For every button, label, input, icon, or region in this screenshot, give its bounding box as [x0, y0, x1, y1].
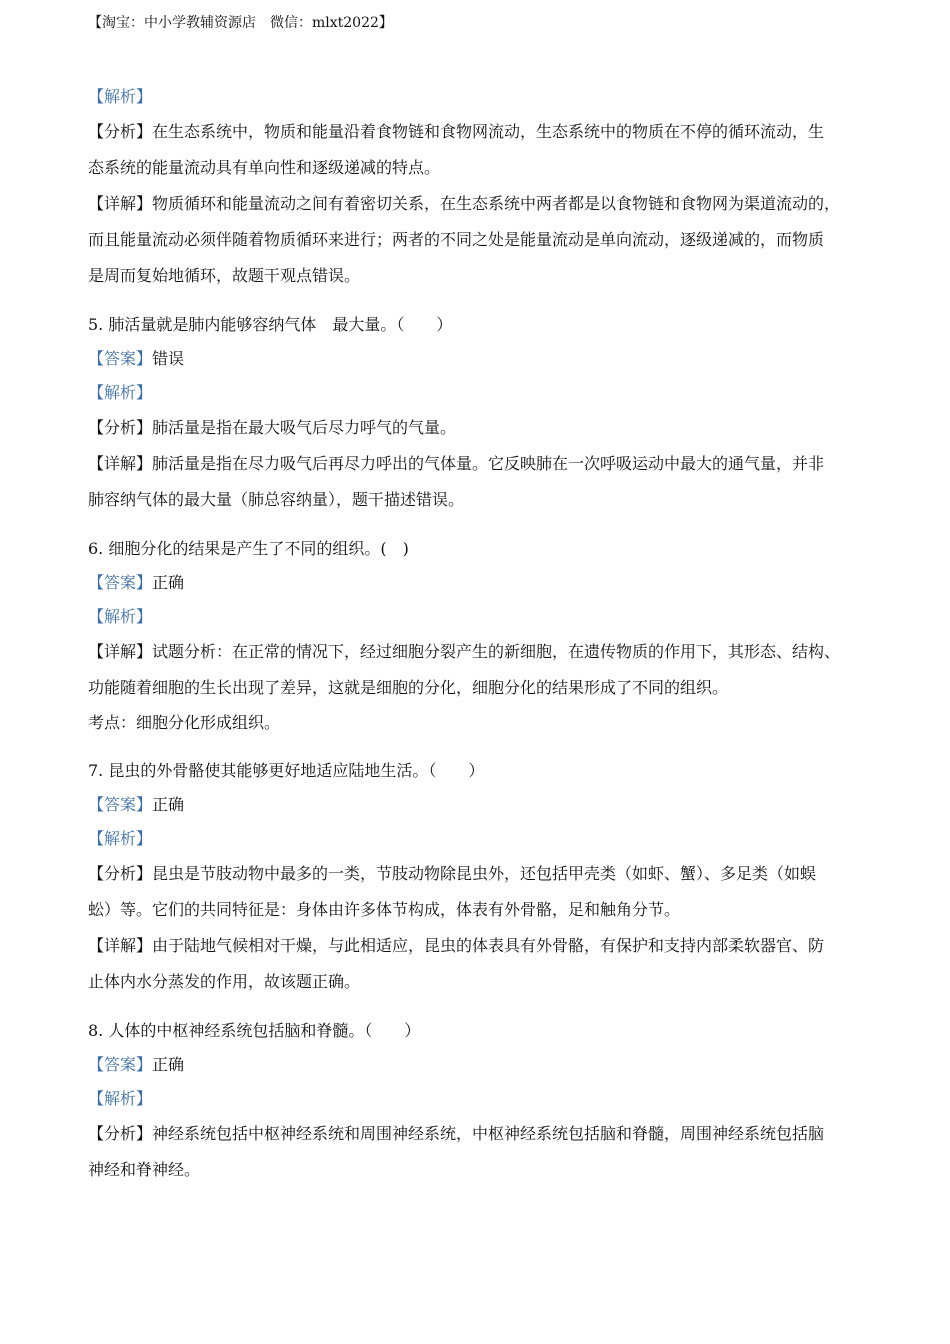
paragraph-line	[88, 964, 878, 1000]
detail-paragraph	[88, 634, 878, 706]
question-text: 8. 人体的中枢神经系统包括脑和脊髓。（ ）	[88, 1021, 421, 1040]
analysis-paragraph	[88, 114, 878, 186]
detail-paragraph	[88, 186, 878, 294]
paragraph-line	[88, 892, 878, 928]
section-tag: 【分析】	[88, 418, 153, 437]
paragraph-text: 肺容纳气体的最大量（肺总容纳量），题干描述错误。	[88, 490, 465, 509]
analysis-paragraph	[88, 1116, 878, 1188]
paragraph-line	[88, 150, 878, 186]
paragraph-text: 是周而复始地循环，故题干观点错误。	[88, 266, 361, 285]
answer-line	[88, 788, 878, 822]
analysis-paragraph	[88, 856, 878, 928]
paragraph-text: 肺活量是指在最大吸气后尽力呼气的气量。	[152, 418, 457, 437]
paragraph-text: 态系统的能量流动具有单向性和逐级递减的特点。	[88, 158, 441, 177]
section-tag: 【解析】	[88, 87, 153, 106]
answer-line	[88, 566, 878, 600]
section-tag: 【答案】	[88, 795, 153, 814]
paragraph-text: 物质循环和能量流动之间有着密切关系，在生态系统中两者都是以食物链和食物网为渠道流动的，	[152, 194, 841, 213]
answer-line	[88, 342, 878, 376]
paragraph-text: 而且能量流动必须伴随着物质循环来进行；两者的不同之处是能量流动是单向流动，逐级递减的，而物质	[88, 230, 825, 249]
paragraph-line	[88, 186, 878, 222]
paragraph-line	[88, 856, 878, 892]
paragraph-line	[88, 1116, 878, 1152]
section-tag: 【详解】	[88, 642, 153, 661]
analysis-heading	[88, 600, 878, 634]
analysis-paragraph	[88, 410, 878, 446]
paragraph-text: 由于陆地气候相对干燥，与此相适应，昆虫的体表具有外骨骼，有保护和支持内部柔软器官、防	[152, 936, 825, 955]
question-text: 7. 昆虫的外骨骼使其能够更好地适应陆地生活。（ ）	[88, 761, 485, 780]
paragraph-line	[88, 482, 878, 518]
answer-text: 正确	[152, 795, 185, 814]
section-tag: 【解析】	[88, 1089, 153, 1108]
document-body	[88, 80, 878, 1188]
section-tag: 【答案】	[88, 349, 153, 368]
note-text: 考点：细胞分化形成组织。	[88, 713, 281, 732]
answer-text: 正确	[152, 1055, 185, 1074]
paragraph-text: 在生态系统中，物质和能量沿着食物链和食物网流动，生态系统中的物质在不停的循环流动，生	[152, 122, 825, 141]
section-tag: 【详解】	[88, 936, 153, 955]
answer-text: 错误	[152, 349, 185, 368]
section-tag: 【答案】	[88, 573, 153, 592]
paragraph-line	[88, 670, 878, 706]
paragraph-text: 蚣）等。它们的共同特征是：身体由许多体节构成，体表有外骨骼，足和触角分节。	[88, 900, 681, 919]
section-tag: 【详解】	[88, 194, 153, 213]
answer-text: 正确	[152, 573, 185, 592]
paragraph-line	[88, 222, 878, 258]
paragraph-text: 止体内水分蒸发的作用，故该题正确。	[88, 972, 361, 991]
page-header: 【淘宝：中小学教辅资源店 微信：mlxt2022】	[88, 15, 393, 31]
question-text: 5. 肺活量就是肺内能够容纳气体 最大量。（ ）	[88, 315, 453, 334]
paragraph-line	[88, 410, 878, 446]
analysis-heading	[88, 1082, 878, 1116]
paragraph-line	[88, 258, 878, 294]
analysis-heading	[88, 376, 878, 410]
section-tag: 【分析】	[88, 864, 153, 883]
paragraph-text: 昆虫是节肢动物中最多的一类，节肢动物除昆虫外，还包括甲壳类（如虾、蟹）、多足类（如蜈	[152, 864, 817, 883]
paragraph-text: 神经系统包括中枢神经系统和周围神经系统，中枢神经系统包括脑和脊髓，周围神经系统包括脑	[152, 1124, 825, 1143]
detail-paragraph	[88, 928, 878, 1000]
analysis-heading	[88, 822, 878, 856]
paragraph-text: 试题分析：在正常的情况下，经过细胞分裂产生的新细胞，在遗传物质的作用下，其形态、结构、	[152, 642, 841, 661]
section-tag: 【答案】	[88, 1055, 153, 1074]
section-tag: 【解析】	[88, 607, 153, 626]
analysis-heading	[88, 80, 878, 114]
section-tag: 【详解】	[88, 454, 153, 473]
section-tag: 【分析】	[88, 1124, 153, 1143]
paragraph-line	[88, 446, 878, 482]
question-text: 6. 细胞分化的结果是产生了不同的组织。( )	[88, 539, 409, 558]
detail-paragraph	[88, 446, 878, 518]
section-tag: 【解析】	[88, 383, 153, 402]
paragraph-text: 肺活量是指在尽力吸气后再尽力呼出的气体量。它反映肺在一次呼吸运动中最大的通气量，并非	[152, 454, 825, 473]
paragraph-line	[88, 928, 878, 964]
paragraph-line	[88, 114, 878, 150]
answer-line	[88, 1048, 878, 1082]
paragraph-text: 功能随着细胞的生长出现了差异，这就是细胞的分化，细胞分化的结果形成了不同的组织。	[88, 678, 729, 697]
section-tag: 【解析】	[88, 829, 153, 848]
section-tag: 【分析】	[88, 122, 153, 141]
paragraph-line	[88, 1152, 878, 1188]
paragraph-line	[88, 634, 878, 670]
paragraph-text: 神经和脊神经。	[88, 1160, 201, 1179]
